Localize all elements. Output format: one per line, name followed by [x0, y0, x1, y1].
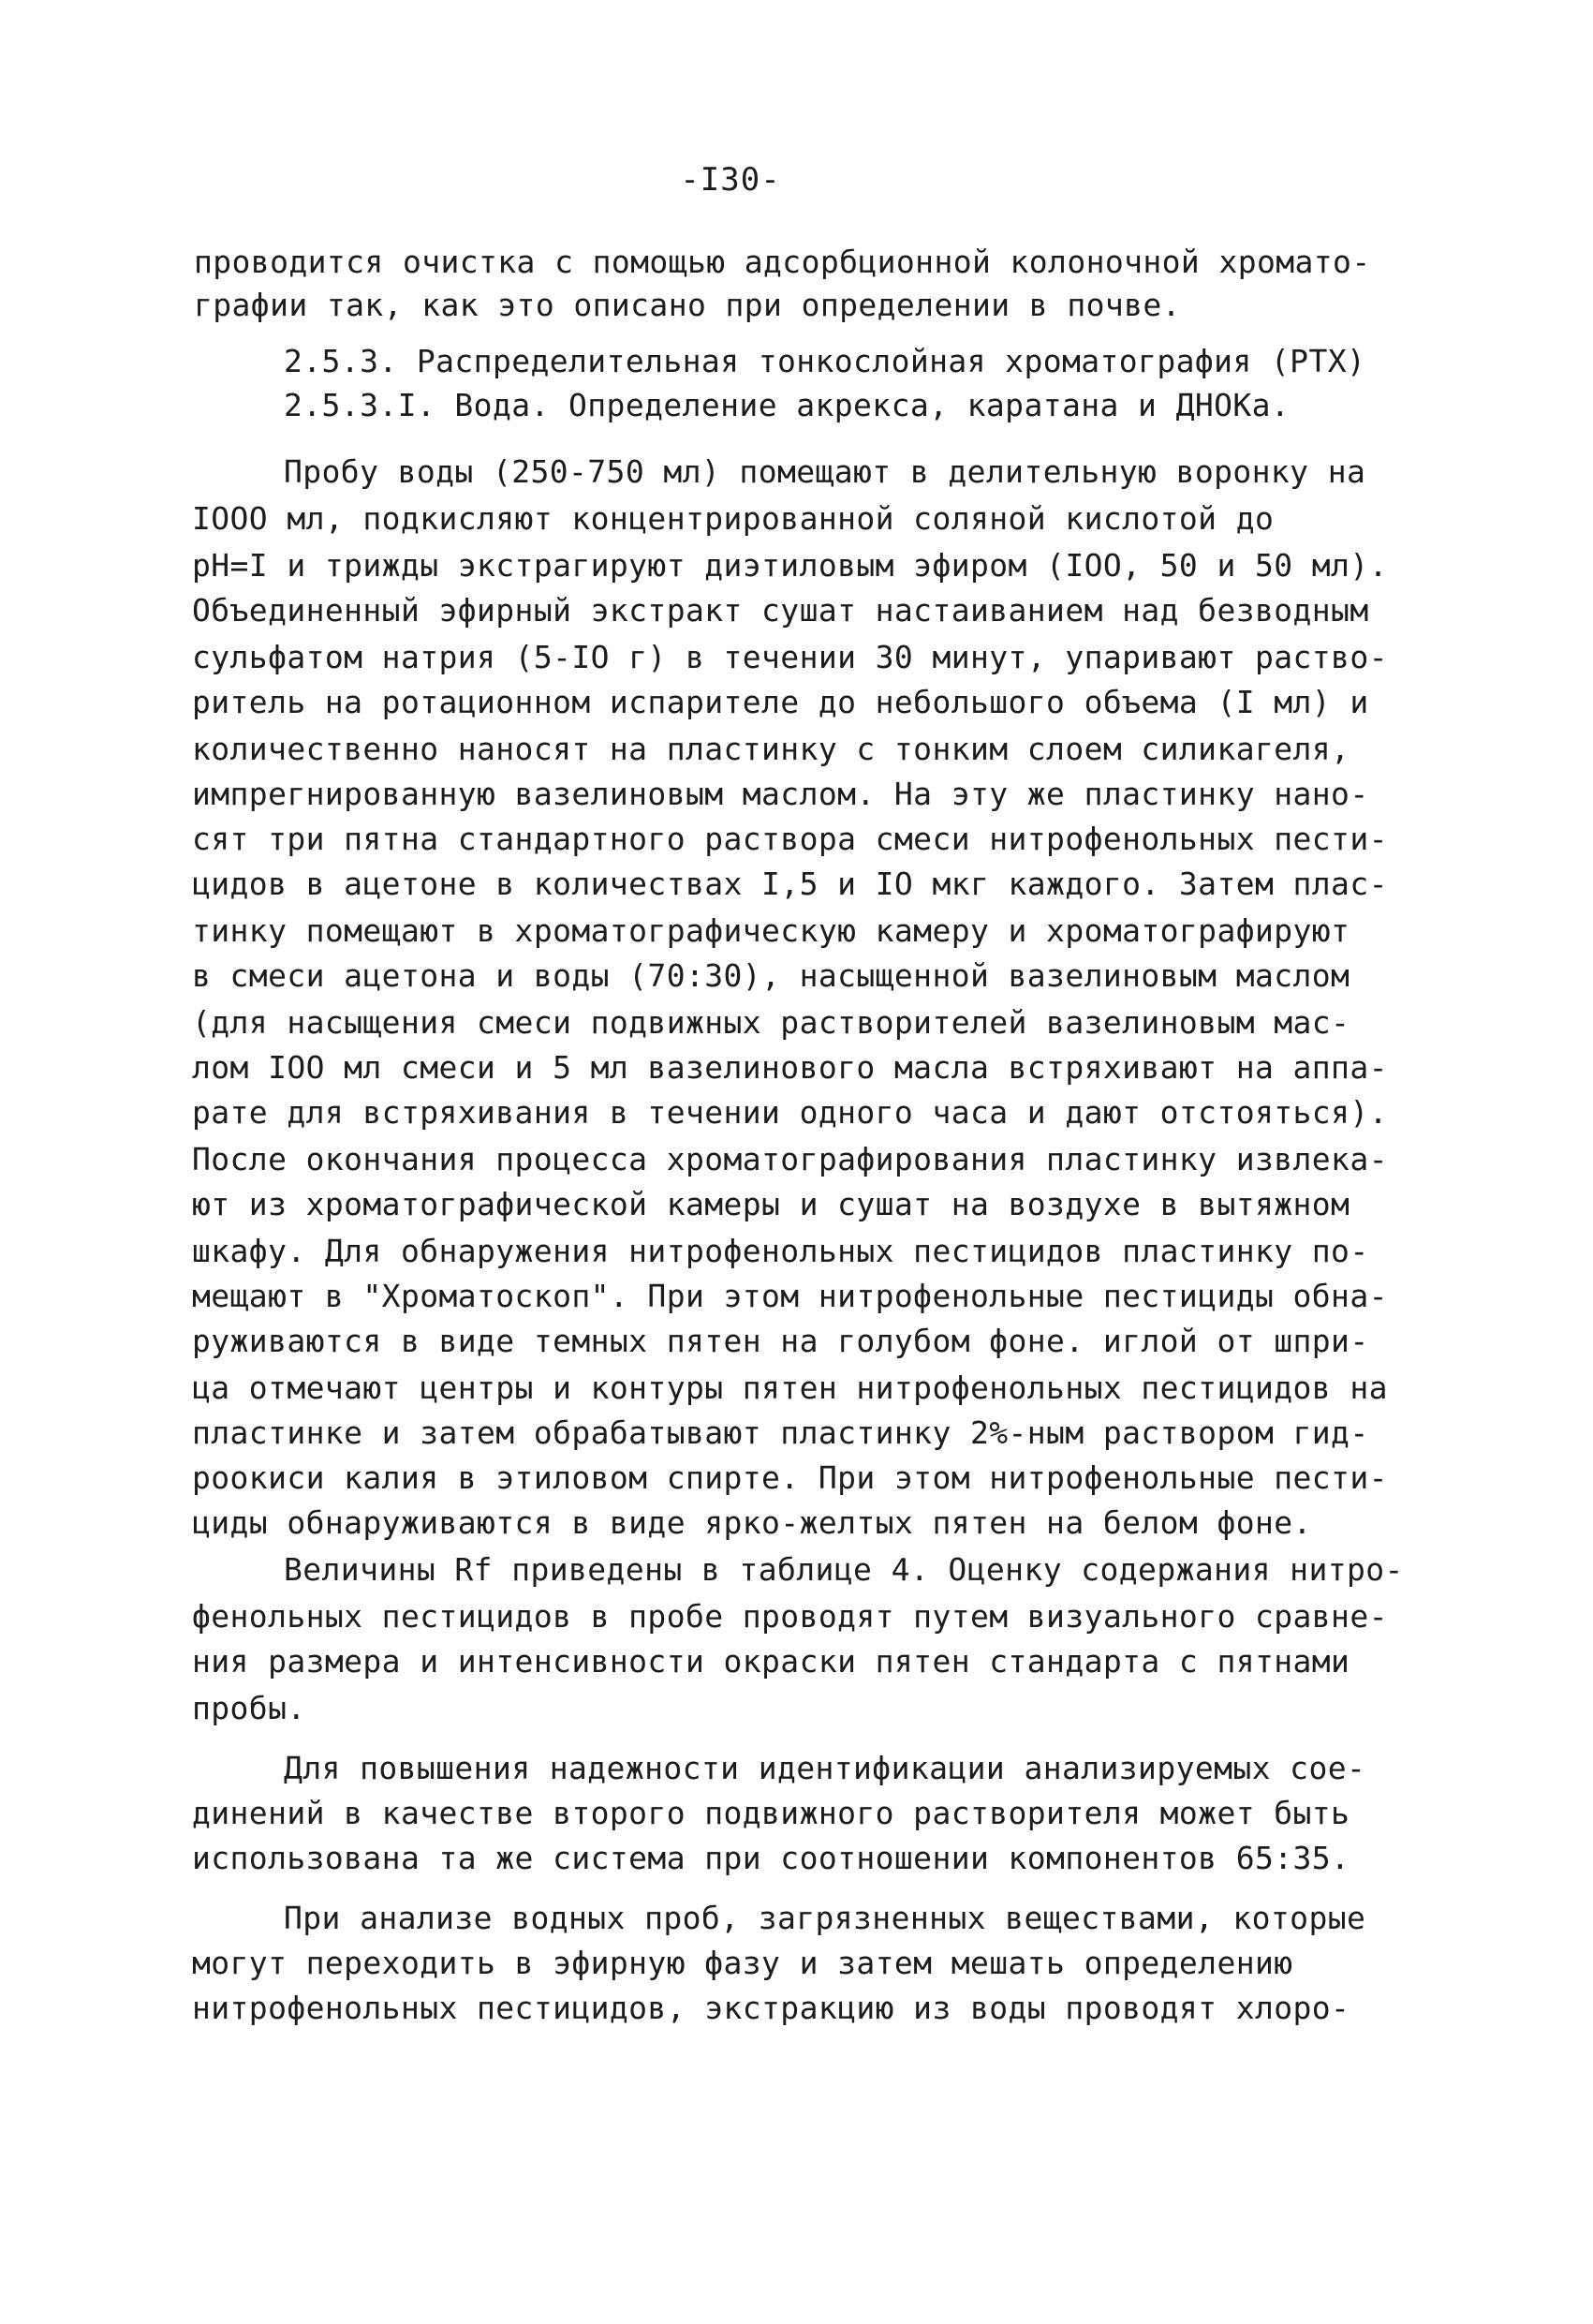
- text-line: импрегнированную вазелиновым маслом. На эту же пластинку нано-: [192, 776, 1369, 812]
- text-line: рате для встряхивания в течении одного часа и дают отстояться).: [192, 1094, 1388, 1131]
- text-line: шкафу. Для обнаружения нитрофенольных пестицидов пластинку по-: [192, 1233, 1369, 1269]
- text-line: Пробу воды (250-750 мл) помещают в делительную воронку на: [284, 453, 1366, 490]
- text-line: лом IOO мл смеси и 5 мл вазелинового масла встряхивают на аппа-: [192, 1049, 1388, 1086]
- text-line: Для повышения надежности идентификации анализируемых сое-: [284, 1750, 1366, 1786]
- text-line: рН=I и трижды экстрагируют диэтиловым эфиром (IOO, 50 и 50 мл).: [192, 547, 1388, 584]
- text-line: проводится очистка с помощью адсорбционной колоночной хромато-: [194, 244, 1371, 280]
- page-number: -I30-: [680, 161, 781, 199]
- text-line: При анализе водных проб, загрязненных веществами, которые: [284, 1900, 1366, 1936]
- text-line: в смеси ацетона и воды (70:30), насыщенной вазелиновым маслом: [192, 957, 1350, 994]
- text-line: пробы.: [192, 1690, 306, 1726]
- text-line: руживаются в виде темных пятен на голубом фоне. иглой от шпри-: [192, 1323, 1369, 1359]
- text-line: роокиси калия в этиловом спирте. При этом нитрофенольные пести-: [192, 1459, 1388, 1496]
- text-line: динений в качестве второго подвижного растворителя может быть: [192, 1795, 1350, 1831]
- text-line: использована та же система при соотношении компонентов 65:35.: [192, 1840, 1350, 1876]
- text-line: пластинке и затем обрабатывают пластинку 2%-ным раствором гид-: [192, 1414, 1369, 1451]
- text-line: нитрофенольных пестицидов, экстракцию из воды проводят хлоро-: [192, 1990, 1350, 2026]
- text-line: графии так, как это описано при определении в почве.: [194, 287, 1181, 323]
- text-line: ют из хроматографической камеры и сушат на воздухе в вытяжном: [192, 1186, 1350, 1222]
- text-line: могут переходить в эфирную фазу и затем мешать определению: [192, 1945, 1293, 1981]
- text-line: ца отмечают центры и контуры пятен нитрофенольных пестицидов на: [192, 1369, 1388, 1406]
- subsection-heading: 2.5.3.I. Вода. Определение акрекса, каратана и ДНОКа.: [284, 387, 1291, 423]
- text-line: Объединенный эфирный экстракт сушат настаиванием над безводным: [192, 592, 1369, 629]
- text-line: сят три пятна стандартного раствора смеси нитрофенольных пести-: [192, 821, 1388, 857]
- text-line: Величины Rf приведены в таблице 4. Оценку содержания нитро-: [284, 1551, 1404, 1588]
- text-line: тинку помещают в хроматографическую камеру и хроматографируют: [192, 912, 1350, 949]
- text-line: мещают в "Хроматоскоп". При этом нитрофенольные пестициды обна-: [192, 1278, 1388, 1314]
- text-line: IOOO мл, подкисляют концентрированной соляной кислотой до: [192, 500, 1275, 537]
- text-line: После окончания процесса хроматографирования пластинку извлека-: [192, 1141, 1388, 1177]
- section-heading: 2.5.3. Распределительная тонкослойная хроматография (РТХ): [284, 343, 1366, 379]
- text-line: ритель на ротационном испарителе до небольшого объема (I мл) и: [192, 684, 1369, 720]
- text-line: цидов в ацетоне в количествах I,5 и IO мкг каждого. Затем плас-: [192, 866, 1388, 902]
- text-line: фенольных пестицидов в пробе проводят путем визуального сравне-: [192, 1598, 1388, 1635]
- text-line: циды обнаруживаются в виде ярко-желтых пятен на белом фоне.: [192, 1504, 1312, 1541]
- text-line: ния размера и интенсивности окраски пятен стандарта с пятнами: [192, 1643, 1350, 1680]
- text-line: сульфатом натрия (5-IO г) в течении 30 минут, упаривают раство-: [192, 639, 1388, 675]
- text-line: количественно наносят на пластинку с тонким слоем силикагеля,: [192, 731, 1350, 767]
- text-line: (для насыщения смеси подвижных растворителей вазелиновым мас-: [192, 1004, 1350, 1041]
